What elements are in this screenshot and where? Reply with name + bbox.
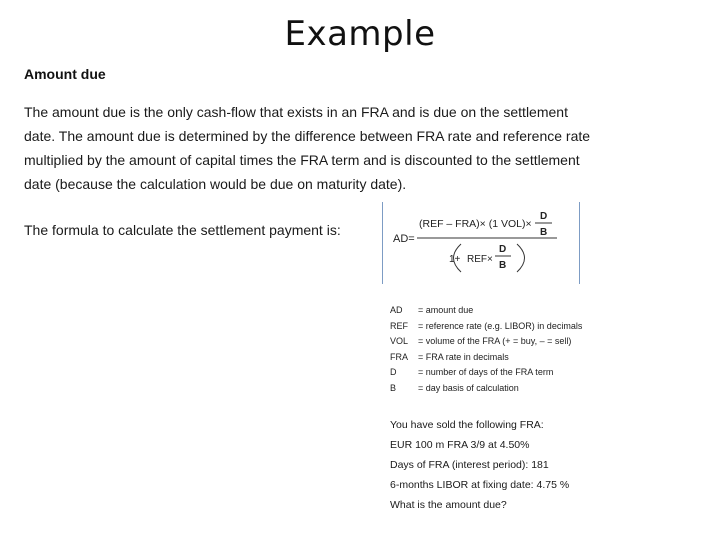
legend-definition: = day basis of calculation — [418, 382, 519, 393]
intro-line: date. The amount due is determined by the difference between FRA rate and reference rate — [24, 128, 591, 144]
exercise-line: EUR 100 m FRA 3/9 at 4.50% — [390, 439, 530, 451]
den-frac-top: D — [499, 244, 507, 255]
formula-legend — [390, 303, 582, 396]
legend-symbol: AD — [390, 305, 403, 315]
denominator-one-plus: 1+ — [449, 254, 461, 265]
legend-symbol: D — [390, 367, 397, 377]
formula-numerator: (REF – FRA)× (1 VOL)× — [419, 218, 532, 230]
formula-svg — [383, 202, 579, 284]
exercise-block — [390, 415, 569, 515]
exercise-line: 6-months LIBOR at fixing date: 4.75 % — [390, 479, 570, 491]
section-heading: Amount due — [24, 66, 106, 82]
exercise-line: Days of FRA (interest period): 181 — [390, 459, 549, 471]
intro-line: date (because the calculation would be due on maturity date). — [24, 176, 407, 192]
den-frac-bottom: B — [499, 260, 507, 271]
legend-row — [390, 334, 582, 350]
intro-line: The amount due is the only cash-flow that exists in an FRA and is due on the settlement — [24, 104, 568, 120]
denominator-ref: REF× — [467, 254, 493, 265]
legend-row — [390, 350, 582, 366]
intro-line: multiplied by the amount of capital times the FRA term and is discounted to the settlement — [24, 152, 580, 168]
slide-title: Example — [284, 14, 436, 54]
legend-row — [390, 381, 582, 397]
right-paren — [517, 244, 525, 272]
legend-definition: = number of days of the FRA term — [418, 367, 554, 377]
formula-image — [382, 202, 580, 284]
exercise-line: You have sold the following FRA: — [390, 419, 544, 431]
legend-row — [390, 303, 582, 319]
legend-symbol: REF — [390, 320, 408, 331]
legend-definition: = reference rate (e.g. LIBOR) in decimals — [418, 320, 583, 331]
legend-row — [390, 365, 582, 381]
formula-label: The formula to calculate the settlement payment is: — [24, 222, 341, 238]
legend-definition: = volume of the FRA (+ = buy, – = sell) — [418, 336, 572, 346]
num-frac-bottom: B — [540, 227, 548, 238]
legend-symbol: VOL — [390, 336, 409, 346]
intro-paragraph — [24, 100, 609, 196]
legend-symbol: B — [390, 382, 397, 393]
legend-definition: = amount due — [418, 305, 474, 315]
legend-symbol: FRA — [390, 351, 408, 362]
formula-lhs: AD= — [393, 233, 415, 245]
exercise-line: What is the amount due? — [390, 499, 507, 511]
legend-definition: = FRA rate in decimals — [418, 351, 509, 362]
legend-row — [390, 319, 582, 335]
num-frac-top: D — [540, 211, 548, 222]
